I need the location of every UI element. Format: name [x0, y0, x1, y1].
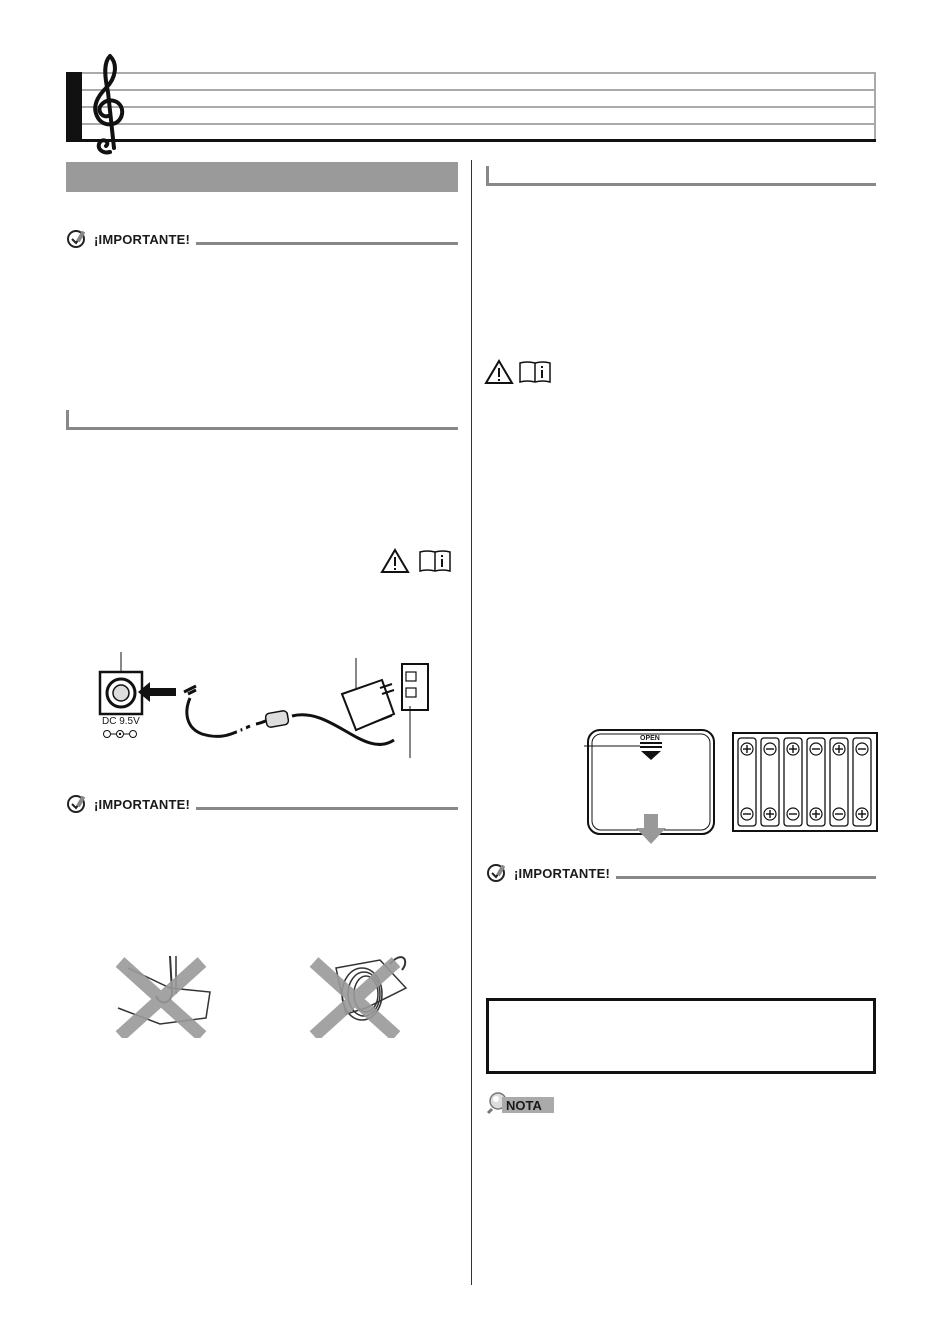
subsection-heading: [486, 166, 876, 186]
important-label: [66, 793, 458, 815]
important-icon: [66, 228, 90, 250]
open-label: OPEN: [640, 735, 660, 742]
subsection-heading: [66, 410, 458, 430]
cord-wrong-use-illustration-2: [306, 948, 410, 1038]
adapter-connection-illustration: [92, 650, 444, 765]
battery-compartment-illustration: [732, 732, 878, 832]
header-staff: [82, 72, 876, 142]
header-black-block: [66, 72, 82, 142]
important-label: [66, 228, 458, 250]
manual-book-icon: [518, 360, 552, 384]
important-label: [486, 862, 876, 884]
important-icon: [486, 862, 510, 884]
section-heading-bar: [66, 162, 458, 192]
cord-wrong-use-illustration-1: [110, 948, 214, 1038]
dc-rating-label: DC 9.5V: [102, 716, 140, 727]
treble-clef-icon: [86, 52, 130, 156]
nota-label: [486, 1091, 876, 1115]
important-text: ¡IMPORTANTE!: [514, 865, 611, 881]
battery-cover-illustration: [582, 726, 716, 848]
notice-box: [486, 998, 876, 1074]
column-divider: [471, 160, 472, 1285]
important-text: ¡IMPORTANTE!: [94, 231, 191, 247]
warning-triangle-icon: [484, 359, 514, 385]
warning-triangle-icon: [380, 548, 410, 574]
polarity-symbol-icon: [100, 729, 140, 739]
manual-book-icon: [418, 549, 452, 573]
nota-text: NOTA: [506, 1098, 542, 1113]
important-text: ¡IMPORTANTE!: [94, 796, 191, 812]
important-icon: [66, 793, 90, 815]
